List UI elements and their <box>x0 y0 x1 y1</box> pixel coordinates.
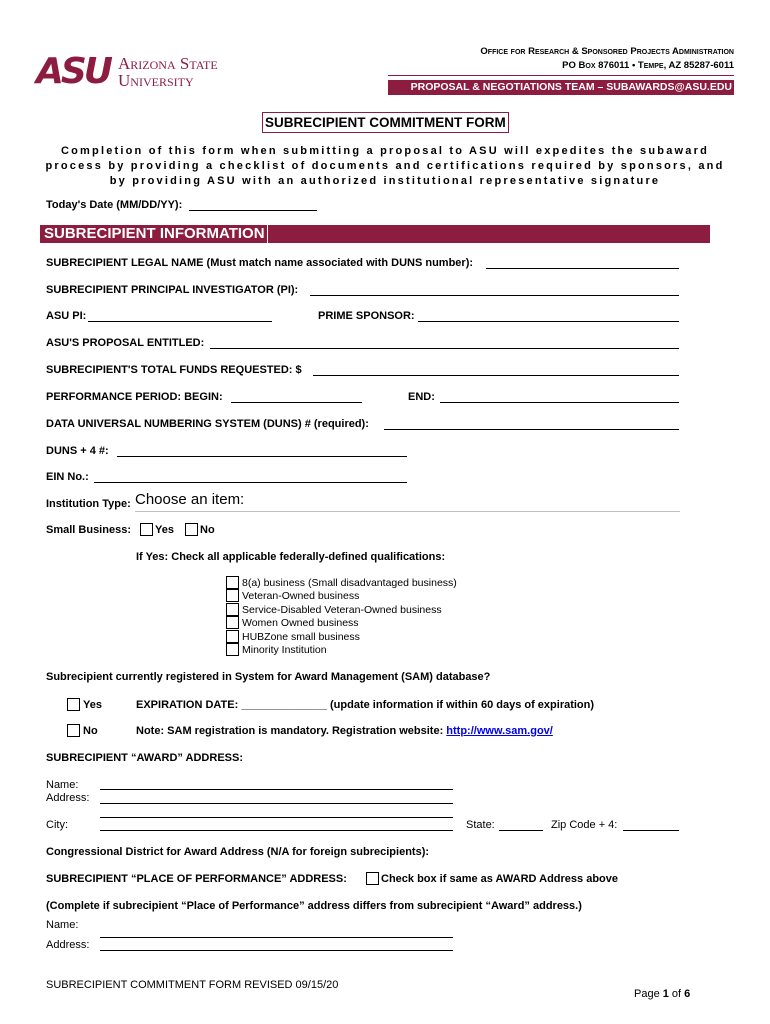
pop-name-label: Name: <box>46 919 79 931</box>
pop-name-field[interactable] <box>100 937 453 938</box>
if-yes-label: If Yes: Check all applicable federally-defined qualifications: <box>136 551 446 563</box>
duns-field[interactable] <box>384 429 679 430</box>
proposal-entitled-label: ASU'S PROPOSAL ENTITLED: <box>46 337 205 349</box>
asu-logo-name <box>118 55 218 89</box>
sam-question: Subrecipient currently registered in System for Award Management (SAM) database? <box>46 671 491 683</box>
page-number <box>634 988 690 1000</box>
prime-sponsor-label: PRIME SPONSOR: <box>318 310 415 322</box>
total-funds-label: SUBRECIPIENT'S TOTAL FUNDS REQUESTED: $ <box>46 364 302 376</box>
pop-note: (Complete if subrecipient “Place of Performance” address differs from subrecipient “Award” address.) <box>46 900 582 912</box>
duns4-label: DUNS + 4 #: <box>46 445 109 457</box>
award-state-label: State: <box>466 819 495 831</box>
award-address-field[interactable] <box>100 803 453 804</box>
pop-address-field[interactable] <box>100 950 453 951</box>
legal-name-field[interactable] <box>486 268 679 269</box>
institution-type-select[interactable] <box>135 491 680 512</box>
institution-type-value: Choose an item: <box>135 491 245 508</box>
duns4-field[interactable] <box>117 456 407 457</box>
proposal-entitled-field[interactable] <box>210 348 679 349</box>
award-city-field[interactable] <box>100 830 453 831</box>
section-title: SUBRECIPIENT INFORMATION <box>44 225 268 243</box>
award-zip-label: Zip Code + 4: <box>551 819 618 831</box>
ein-field[interactable] <box>94 482 407 483</box>
award-address-title: SUBRECIPIENT “AWARD” ADDRESS: <box>46 752 243 764</box>
page-current: 1 <box>662 988 669 1000</box>
sam-expiration: EXPIRATION DATE: ______________ (update information if within 60 days of expiration) <box>136 699 595 711</box>
asu-logo <box>36 51 218 92</box>
small-business-no-label: No <box>200 524 215 536</box>
qual-label-veteran: Veteran-Owned business <box>242 590 360 602</box>
award-state-field[interactable] <box>499 830 543 831</box>
qual-label-minority: Minority Institution <box>242 644 327 656</box>
small-business-yes-label: Yes <box>155 524 174 536</box>
footer-revised: SUBRECIPIENT COMMITMENT FORM REVISED 09/15/20 <box>46 979 339 991</box>
asu-pi-field[interactable] <box>88 321 272 322</box>
pop-address-label: Address: <box>46 939 90 951</box>
sub-pi-label: SUBRECIPIENT PRINCIPAL INVESTIGATOR (PI): <box>46 284 299 296</box>
duns-label: DATA UNIVERSAL NUMBERING SYSTEM (DUNS) # (required): <box>46 418 369 430</box>
perf-end-field[interactable] <box>440 402 679 403</box>
institution-type-label: Institution Type: <box>46 498 131 510</box>
small-business-yes-checkbox[interactable] <box>140 523 153 536</box>
page-of: of <box>668 988 685 1000</box>
sam-link[interactable]: http://www.sam.gov/ <box>446 725 553 737</box>
sam-yes-label: Yes <box>83 699 102 711</box>
sam-no-label: No <box>83 725 98 737</box>
todays-date-label: Today's Date (MM/DD/YY): <box>46 199 183 211</box>
ein-label: EIN No.: <box>46 471 89 483</box>
small-business-no-checkbox[interactable] <box>185 523 198 536</box>
perf-begin-field[interactable] <box>231 402 362 403</box>
qual-checkbox-minority[interactable] <box>226 643 239 656</box>
sam-yes-checkbox[interactable] <box>67 698 80 711</box>
office-address: PO Box 876011 • Tempe, AZ 85287-6011 <box>562 60 734 71</box>
award-address-field-2[interactable] <box>100 817 453 818</box>
page-prefix: Page <box>634 988 663 1000</box>
legal-name-label: SUBRECIPIENT LEGAL NAME (Must match name associated with DUNS number): <box>46 257 474 269</box>
qual-label-hubzone: HUBZone small business <box>242 631 360 643</box>
qual-checkbox-hubzone[interactable] <box>226 630 239 643</box>
congressional-label: Congressional District for Award Address (N/A for foreign subrecipients): <box>46 846 430 858</box>
award-zip-field[interactable] <box>623 830 679 831</box>
sam-no-checkbox[interactable] <box>67 724 80 737</box>
pop-same-label: Check box if same as AWARD Address above <box>381 873 618 885</box>
pop-title: SUBRECIPIENT “PLACE OF PERFORMANCE” ADDRESS: <box>46 873 347 885</box>
award-name-label: Name: <box>46 779 79 791</box>
qual-checkbox-sdvob[interactable] <box>226 603 239 616</box>
office-name: Office for Research & Sponsored Projects Administration <box>480 46 734 57</box>
intro-text: Completion of this form when submitting a proposal to ASU will expedites the subaward process by providing a checklist of documents and certifications required by sponsors, and by providing ASU with an authorized institutional representative signature <box>45 145 725 187</box>
award-city-label: City: <box>46 819 68 831</box>
asu-pi-label: ASU PI: <box>46 310 87 322</box>
page-total: 6 <box>684 988 691 1000</box>
small-business-label: Small Business: <box>46 524 131 536</box>
sub-pi-field[interactable] <box>310 295 679 296</box>
sam-note <box>136 725 553 737</box>
perf-begin-label: PERFORMANCE PERIOD: BEGIN: <box>46 391 223 403</box>
total-funds-field[interactable] <box>313 375 679 376</box>
qual-label-8a: 8(a) business (Small disadvantaged business) <box>242 577 457 589</box>
qual-checkbox-veteran[interactable] <box>226 589 239 602</box>
header-rule <box>388 75 734 76</box>
asu-logo-mark: ASU <box>36 51 111 92</box>
qual-checkbox-women[interactable] <box>226 616 239 629</box>
qual-label-women: Women Owned business <box>242 617 359 629</box>
asu-logo-line2: University <box>118 71 194 90</box>
asu-logo-line1: Arizona State <box>118 54 218 73</box>
award-address-label: Address: <box>46 792 90 804</box>
form-title: SUBRECIPIENT COMMITMENT FORM <box>262 112 509 133</box>
prime-sponsor-field[interactable] <box>418 321 679 322</box>
perf-end-label: END: <box>408 391 435 403</box>
team-banner: PROPOSAL & NEGOTIATIONS TEAM – SUBAWARDS@ASU.EDU <box>388 80 734 95</box>
qual-checkbox-8a[interactable] <box>226 576 239 589</box>
todays-date-field[interactable] <box>189 210 317 211</box>
qual-label-sdvob: Service-Disabled Veteran-Owned business <box>242 604 442 616</box>
sam-note-text: Note: SAM registration is mandatory. Registration website: <box>136 725 444 737</box>
award-name-field[interactable] <box>100 789 453 790</box>
pop-same-checkbox[interactable] <box>366 872 379 885</box>
